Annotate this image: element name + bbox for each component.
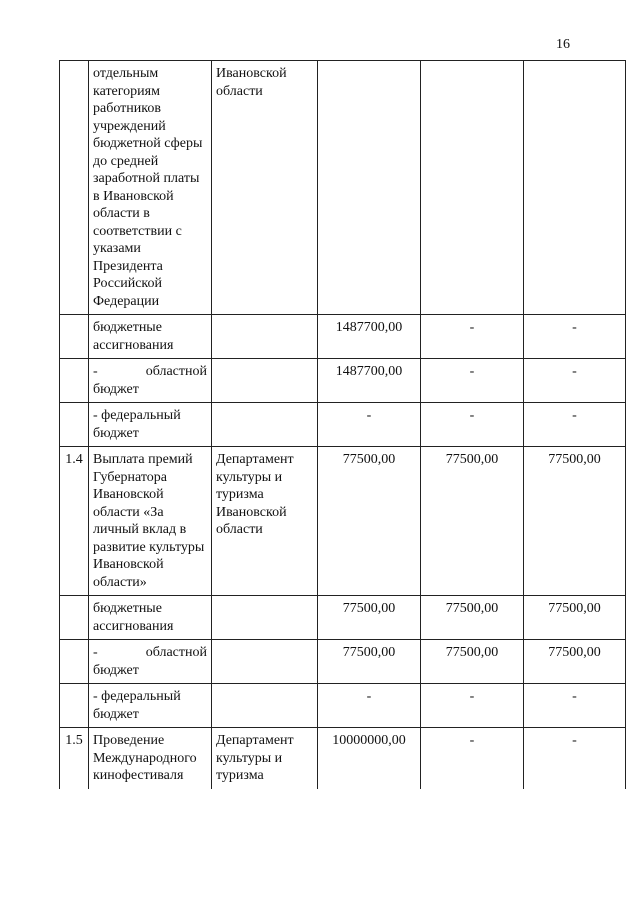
amount-year-2: - [421, 684, 524, 728]
amount-year-3: - [524, 684, 626, 728]
executor [212, 359, 318, 403]
amount-year-1: 77500,00 [318, 447, 421, 596]
measure-name: отдельным категориям работников учреждений бюджетной сферы до средней заработной платы в Ивановской области в соответствии с указами Президента Российской Федерации [89, 61, 212, 315]
measure-name-dash: - [93, 364, 98, 379]
amount-year-2 [421, 61, 524, 315]
table-row [60, 403, 626, 447]
executor [212, 684, 318, 728]
executor [212, 596, 318, 640]
executor [212, 403, 318, 447]
row-number: 1.5 [60, 728, 89, 789]
amount-year-2: - [421, 728, 524, 789]
amount-year-3: 77500,00 [524, 447, 626, 596]
executor [212, 640, 318, 684]
measure-name-word: областной [145, 645, 207, 660]
measure-name-rest: бюджет [93, 662, 139, 678]
executor: Ивановской области [212, 61, 318, 315]
measure-name-rest: бюджет [93, 381, 139, 397]
amount-year-2: 77500,00 [421, 596, 524, 640]
table-row [60, 684, 626, 728]
table-row [60, 61, 626, 315]
row-number: 1.4 [60, 447, 89, 596]
amount-year-2: - [421, 359, 524, 403]
table-row [60, 640, 626, 684]
measure-name: бюджетные ассигнования [89, 596, 212, 640]
amount-year-3: 77500,00 [524, 640, 626, 684]
row-number [60, 640, 89, 684]
amount-year-2: 77500,00 [421, 640, 524, 684]
amount-year-3: 77500,00 [524, 596, 626, 640]
amount-year-2: 77500,00 [421, 447, 524, 596]
amount-year-3: - [524, 728, 626, 789]
amount-year-3: - [524, 315, 626, 359]
amount-year-1: 1487700,00 [318, 315, 421, 359]
amount-year-1: 10000000,00 [318, 728, 421, 789]
executor [212, 315, 318, 359]
measure-name [89, 640, 212, 684]
table-row [60, 728, 626, 789]
amount-year-1: 77500,00 [318, 596, 421, 640]
amount-year-1: 1487700,00 [318, 359, 421, 403]
row-number [60, 596, 89, 640]
measure-name: бюджетные ассигнования [89, 315, 212, 359]
amount-year-1: 77500,00 [318, 640, 421, 684]
amount-year-1 [318, 61, 421, 315]
table-row [60, 359, 626, 403]
amount-year-3 [524, 61, 626, 315]
amount-year-1: - [318, 403, 421, 447]
measure-name: - федеральный бюджет [89, 684, 212, 728]
amount-year-3: - [524, 359, 626, 403]
measure-name: Проведение Международного кинофестиваля [89, 728, 212, 789]
row-number [60, 315, 89, 359]
measure-name: - федеральный бюджет [89, 403, 212, 447]
measure-name [89, 359, 212, 403]
amount-year-3: - [524, 403, 626, 447]
table-row [60, 447, 626, 596]
page-number: 16 [556, 37, 570, 52]
executor: Департамент культуры и туризма [212, 728, 318, 789]
amount-year-2: - [421, 315, 524, 359]
amount-year-2: - [421, 403, 524, 447]
row-number [60, 403, 89, 447]
row-number [60, 61, 89, 315]
amount-year-1: - [318, 684, 421, 728]
measure-name: Выплата премий Губернатора Ивановской области «За личный вклад в развитие культуры Ивановской области» [89, 447, 212, 596]
budget-table [59, 60, 626, 789]
measure-name-dash: - [93, 645, 98, 660]
row-number [60, 359, 89, 403]
table-row [60, 315, 626, 359]
table-row [60, 596, 626, 640]
row-number [60, 684, 89, 728]
executor: Департамент культуры и туризма Ивановской области [212, 447, 318, 596]
measure-name-word: областной [145, 364, 207, 379]
